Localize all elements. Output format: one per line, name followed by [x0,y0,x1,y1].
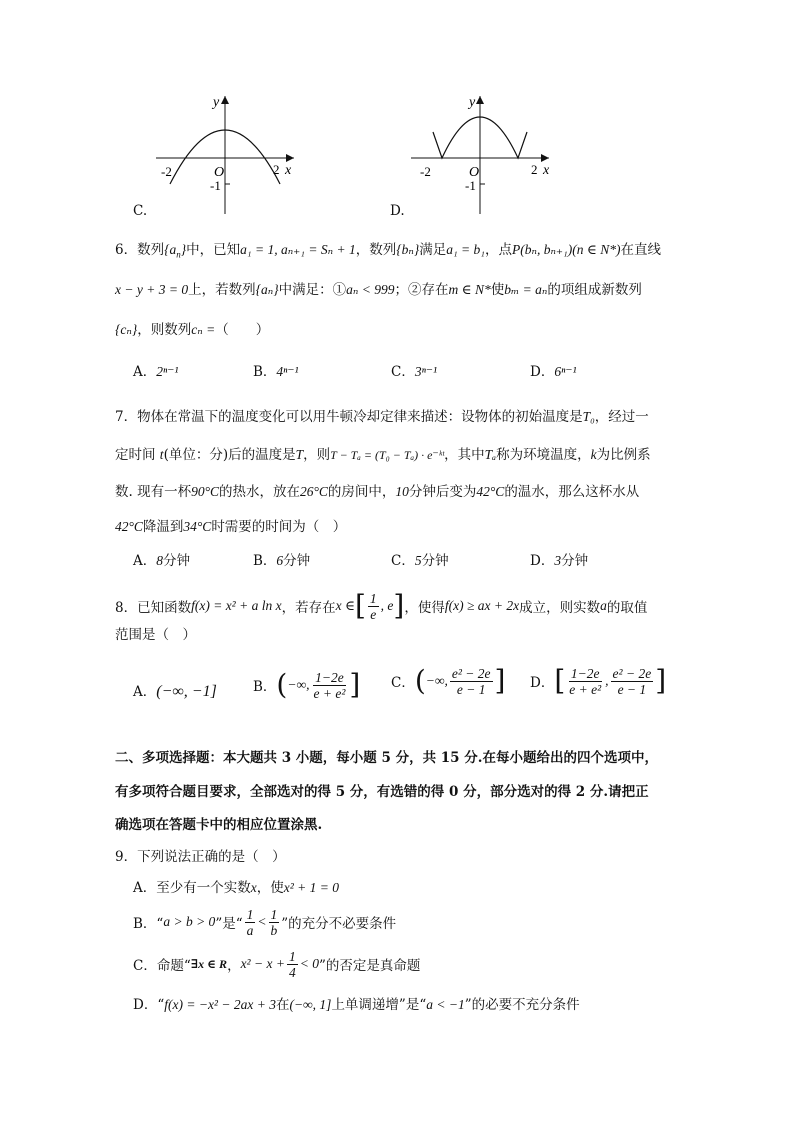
q7-text: 称为环境温度， [496,447,591,463]
q9-text: ”的必要不充分条件 [464,997,580,1013]
q8-option-b[interactable] [253,664,360,706]
q7-t90: 90°C [191,484,219,499]
q8-text: 的取值 [606,600,648,616]
graph-d-neg2: -2 [420,164,431,179]
q6-line2 [115,278,642,298]
q7-t42: 42°C [476,484,505,499]
q7-line3 [115,480,639,500]
graph-c-x-label: x [285,163,292,178]
q6-option-label: D． [530,364,555,380]
graph-d [405,92,555,221]
q7-text: 的温水，那么这杯水从 [504,484,640,500]
q8-option-d-frac1 [567,666,603,697]
q8-option-a[interactable] [133,680,217,701]
graph-c-option[interactable]: C. [133,203,148,219]
q7-option-label: D． [530,553,555,569]
bracket-right: ] [494,664,506,697]
q9-text: ”的充分不必要条件 [281,916,397,932]
q6-line1 [115,238,661,260]
q6-text: ；②存在 [394,282,449,298]
q7-option-c[interactable] [391,549,449,569]
q6-text: 使 [490,282,505,298]
q9-d-int: (−∞, 1] [289,997,332,1012]
frac-num: 1 [246,906,254,922]
q8-text: 8．已知函数 [115,600,192,616]
section2-line2: 有多项符合题目要求，全部选对的得 5 分，有选错的得 0 分，部分选对的得 2 分.请把正 [115,784,649,800]
q9-text: ”是“ [215,916,243,932]
q6-option-value: 6ⁿ⁻¹ [554,364,577,379]
q6-ncond: (n ∈ N*) [572,242,621,257]
q6-bn: {bₙ} [396,242,420,257]
frac-den: e − 1 [456,681,486,697]
q9-text: 在 [275,997,290,1013]
q8-option-c-pre: −∞, [425,673,448,688]
q7-option-label: C． [391,553,415,569]
q7-text: ，则 [303,447,331,463]
q7-text: 时需要的时间为（ ） [211,519,347,535]
q8-option-label: C． [391,675,415,691]
frac-num: e² − 2e [612,665,652,681]
frac-den: e + e² [569,681,602,697]
q8-option-b-pre: −∞, [287,677,310,692]
frac-den: b [270,922,278,938]
q9-a-x: x [250,880,257,895]
q6-line3 [115,318,269,338]
q7-text: ，经过一 [594,409,649,425]
q7-line4 [115,515,346,535]
q8-option-d-frac2 [611,666,654,697]
q6-option-d[interactable] [530,360,577,380]
q6-line-eq: x − y + 3 = 0 [115,282,189,297]
paren-left: ( [276,668,288,701]
q9-text: ， [227,958,241,974]
q7-option-value: 8 [156,553,163,568]
q7-text: (单位：分)后的温度是 [163,447,296,463]
q8-bracket-right: ] [393,589,405,622]
q7-option-value: 6 [276,553,284,568]
comma: , [605,673,609,688]
q9-text: B．“ [133,916,164,932]
q8-e-end: , e [380,598,394,613]
graph-d-svg [405,92,555,217]
q6-text: 的项组成新数列 [547,282,642,298]
q7-option-b[interactable] [253,549,310,569]
graph-c-origin: O [214,165,225,180]
q6-an2: {aₙ} [255,282,279,297]
graph-c-svg [150,92,300,217]
graph-d-x-label: x [543,163,550,178]
q6-text: ，则数列 [137,322,192,338]
q7-option-label: B． [253,553,277,569]
q6-c2: m ∈ N* [448,282,491,297]
q6-option-value: 2ⁿ⁻¹ [156,364,179,379]
graph-c-neg1: -1 [210,178,221,193]
frac-num: e² − 2e [451,665,491,681]
q9-text: A．至少有一个实数 [133,880,251,896]
q8-a: a [600,598,607,613]
q7-text: 7．物体在常温下的温度变化可以用牛顿冷却定律来描述：设物体的初始温度是 [115,409,583,425]
q6-option-a[interactable] [133,360,178,380]
section2-line1: 二、多项选择题：本大题共 3 小题，每小题 5 分，共 15 分.在每小题给出的四个选项中， [115,750,658,766]
q6-option-value: 4ⁿ⁻¹ [276,364,299,379]
q7-option-value: 3 [554,553,562,568]
q8-ineq: f(x) ≥ ax + 2x [444,598,520,613]
graph-c-x-arrow [286,154,294,162]
q7-text: ，其中 [444,447,485,463]
q7-text: 降温到 [142,519,184,535]
q6-c1: aₙ < 999 [346,282,395,297]
frac-num: 1−2e [315,669,344,685]
q7-text: 的房间中， [327,484,396,500]
paren-left: ( [414,664,426,697]
q7-text: 的热水，放在 [219,484,300,500]
bracket-left: [ [554,664,566,697]
q7-t0: T₀ [582,409,595,424]
frac-den: 4 [288,964,296,980]
q8-line1 [115,588,647,624]
q7-line1 [115,405,649,425]
q7-l4-t42: 42°C [115,519,143,534]
q8-option-c-frac [450,666,493,697]
q6-text: 在直线 [620,242,661,258]
q8-text: 成立，则实数 [519,600,601,616]
q8-text: ，使得 [404,600,445,616]
q8-frac-den: e [370,606,377,622]
q9-c-ineq2: < 0 [299,956,319,971]
q7-option-unit: 分钟 [421,553,449,569]
q6-option-value: 3ⁿ⁻¹ [414,364,438,379]
q6-text: 上，若数列 [188,282,256,298]
bracket-right: ] [349,668,361,701]
q6-option-label: C． [391,364,415,380]
q9-b-frac1 [245,907,256,938]
graph-c-y-arrow [221,96,229,104]
graph-c-pos2: 2 [273,162,280,177]
q8-option-label: B． [253,679,277,695]
q7-option-unit: 分钟 [561,553,589,569]
q6-point: P(bₙ, bₙ₊₁) [511,242,573,257]
q6-cn2: cₙ = [191,322,216,337]
q6-an-a: {a [164,242,177,257]
graph-c-neg2: -2 [161,164,172,179]
q8-option-label: D． [530,675,555,691]
graph-d-x-arrow [541,154,549,162]
q8-frac-num: 1 [369,590,377,606]
q9-text: ，使 [256,880,284,896]
q9-option-c[interactable] [133,944,420,984]
q7-text: 为比例系 [596,447,651,463]
q6-c3: bₘ = aₙ [504,282,548,297]
frac-den: a [246,922,254,938]
q6-text: 中，已知 [186,242,241,258]
q8-option-d[interactable] [530,660,666,702]
q7-text: 分钟后变为 [408,484,477,500]
q6-text: ，点 [484,242,512,258]
q7-option-unit: 分钟 [163,553,190,569]
q8-option-c[interactable] [391,660,505,702]
q8-bracket-left: [ [354,589,366,622]
q6-option-c[interactable] [391,360,437,380]
q7-formula: T − Tₐ = (T₀ − Tₐ) · e⁻ᵏᵗ [330,448,445,462]
frac-num: 1−2e [570,665,600,681]
q6-an: $\{a_n\}$ [164,242,187,260]
bracket-right: ] [655,664,667,697]
q9-d-cond: a < −1 [426,997,465,1012]
q9-option-d[interactable] [133,993,580,1013]
frac-num: 1 [288,948,296,964]
q7-line2 [115,443,651,463]
q8-text: ，若存在 [281,600,336,616]
q6-text: 6．数列 [115,242,165,258]
q8-option-b-frac [311,670,347,701]
graph-d-origin: O [469,165,480,180]
q9-option-a[interactable] [133,876,339,896]
q6-text: 满足 [419,242,447,258]
graph-c [150,92,300,221]
frac-den: e + e² [313,685,346,701]
q8-option-label: A． [133,684,157,700]
q6-cond2: a₁ = b₁ [446,242,485,257]
graph-d-neg1: -1 [465,178,476,193]
graph-d-y-label: y [469,95,476,110]
q9-stem: 9．下列说法正确的是（ ） [115,849,286,865]
q9-c-ex: ∃x ∈ R [190,956,228,971]
q7-text: 数. 现有一杯 [115,484,192,500]
q8-xin: x ∈ [335,598,355,613]
q6-cn: {cₙ} [115,322,138,337]
q9-d-func: f(x) = −x² − 2ax + 3 [164,997,276,1012]
q8-line2: 范围是（ ） [115,627,196,643]
q8-option-a-value: (−∞, −1] [156,683,217,700]
q7-T: T [295,447,304,462]
q6-option-label: B． [253,364,277,380]
q9-text: C．命题“ [133,958,191,974]
q6-text: ，数列 [355,242,397,258]
q7-ta: Tₐ [484,447,497,462]
q7-option-value: 5 [414,553,422,568]
q7-option-d[interactable] [530,549,588,569]
graph-c-y-label: y [213,95,220,110]
q7-ten: 10 [395,484,409,499]
q8-frac [368,591,379,622]
q9-option-b[interactable] [133,902,396,942]
q9-b-frac2 [269,907,280,938]
q6-option-label: A． [133,364,157,380]
frac-num: 1 [270,906,278,922]
q7-option-a[interactable] [133,549,190,569]
q9-c-ineq1: x² − x + [240,956,285,971]
q9-text: ”的否定是真命题 [318,958,421,974]
q6-text: （ ） [215,322,270,338]
q7-t26: 26°C [300,484,328,499]
q7-option-label: A． [133,553,157,569]
section2-line3: 确选项在答题卡中的相应位置涂黑. [115,817,323,833]
q7-t34: 34°C [183,519,212,534]
q9-a-eq: x² + 1 = 0 [283,880,340,895]
q7-option-unit: 分钟 [283,553,311,569]
q7-text: 定时间 [115,447,156,463]
graph-d-pos2: 2 [531,162,538,177]
q9-b-lt: < [257,914,267,929]
q9-text: 上单调递增”是“ [331,997,427,1013]
q9-text: D．“ [133,997,165,1013]
q6-text: 中满足：① [278,282,347,298]
frac-den: e − 1 [617,681,647,697]
graph-d-option[interactable]: D. [390,203,405,219]
q7-t: t [159,447,164,462]
q7-k: k [590,447,597,462]
q8-func: f(x) = x² + a ln x [191,598,282,613]
q6-cond1: a₁ = 1, aₙ₊₁ = Sₙ + 1 [240,242,356,257]
q9-c-frac [287,949,298,980]
q6-option-b[interactable] [253,360,299,380]
graph-d-y-arrow [476,96,484,104]
q9-b-cond: a > b > 0 [163,914,216,929]
